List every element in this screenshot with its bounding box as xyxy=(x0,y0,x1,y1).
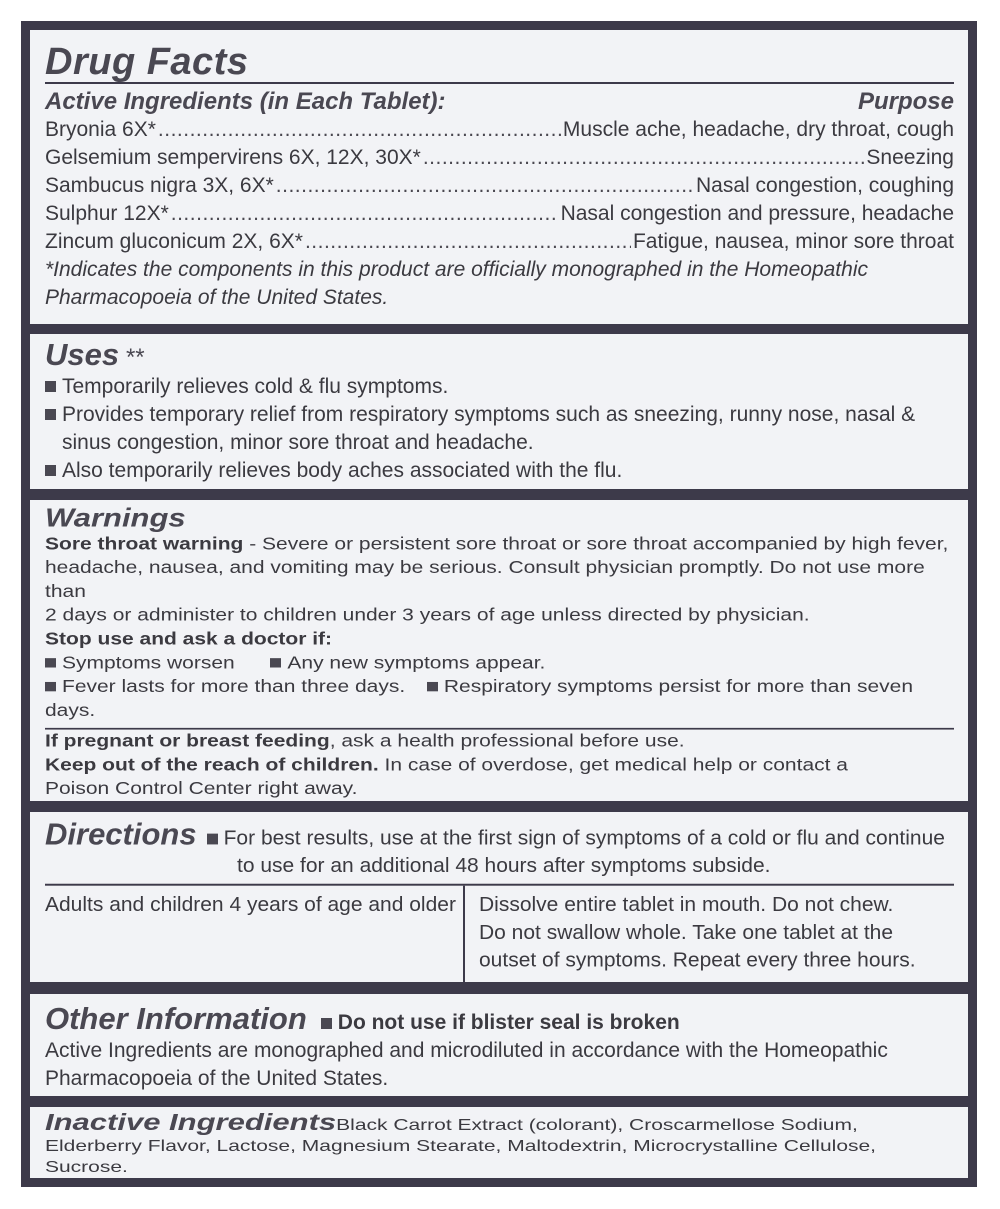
active-ingredients-panel xyxy=(30,30,968,324)
bullet-icon xyxy=(45,465,56,476)
warnings-heading: Warnings xyxy=(45,502,186,533)
directions-table xyxy=(45,884,954,982)
leader-dots xyxy=(305,228,631,256)
stop-use-row: Fever lasts for more than three days. Respiratory symptoms persist for more than seven days. xyxy=(45,676,914,721)
stop-use-row: Symptoms worsen Any new symptoms appear. xyxy=(45,651,954,675)
ingredient-row xyxy=(45,228,954,256)
ingredient-row xyxy=(45,144,954,172)
warnings-panel xyxy=(30,500,968,801)
warning-text: headache, nausea, and vomiting may be serious. Consult physician promptly. Do not use more than xyxy=(45,557,925,602)
list-item-continuation: sinus congestion, minor sore throat and headache. xyxy=(62,431,534,454)
ingredient-name: Sulphur 12X* xyxy=(45,202,169,225)
children-warning: Keep out of the reach of children. In case of overdose, get medical help or contact a xyxy=(45,755,848,775)
seal-note: Do not use if blister seal is broken xyxy=(337,1011,680,1034)
list-item: Provides temporary relief from respiratory symptoms such as sneezing, runny nose, nasal & xyxy=(45,401,954,429)
ingredient-row xyxy=(45,172,954,200)
list-item: Temporarily relieves cold & flu symptoms. xyxy=(45,373,954,401)
bullet-icon xyxy=(45,658,56,667)
ingredient-name: Bryonia 6X* xyxy=(45,118,156,141)
inactive-ingredients-text: Elderberry Flavor, Lactose, Magnesium Stearate, Maltodextrin, Microcrystalline Cellulose, Sucrose. xyxy=(45,1137,877,1176)
leader-dots xyxy=(276,172,694,200)
purpose-heading: Purpose xyxy=(857,88,954,115)
ingredient-row xyxy=(45,200,954,228)
directions-panel xyxy=(30,812,968,982)
uses-heading: Uses xyxy=(45,337,120,372)
ingredient-purpose: Nasal congestion, coughing xyxy=(695,174,954,197)
bullet-icon xyxy=(45,381,56,392)
footnote-line: Pharmacopoeia of the United States. xyxy=(45,286,389,309)
bullet-icon xyxy=(270,658,281,667)
other-information-text: Active Ingredients are monographed and microdiluted in accordance with the Homeopathic xyxy=(45,1039,888,1062)
bullet-icon xyxy=(207,834,218,845)
ingredient-name: Sambucus nigra 3X, 6X* xyxy=(45,174,274,197)
bullet-icon xyxy=(45,409,56,420)
leader-dots xyxy=(158,116,561,144)
active-ingredients-heading: Active Ingredients (in Each Tablet): xyxy=(45,88,446,115)
directions-dosage: Dissolve entire tablet in mouth. Do not chew. Do not swallow whole. Take one tablet at the outset of symptoms. Repeat every three hours. xyxy=(479,893,916,972)
ingredient-row xyxy=(45,116,954,144)
warning-text: 2 days or administer to children under 3 years of age unless directed by physician. xyxy=(45,605,810,625)
bullet-icon xyxy=(427,682,438,691)
other-information-text: Pharmacopoeia of the United States. xyxy=(45,1067,389,1090)
uses-heading-suffix: ** xyxy=(124,344,144,371)
ingredient-purpose: Fatigue, nausea, minor sore throat xyxy=(632,230,954,253)
inactive-ingredients-text: Black Carrot Extract (colorant), Croscarmellose Sodium, xyxy=(336,1116,858,1134)
leader-dots xyxy=(171,200,559,228)
ingredient-name: Zincum gluconicum 2X, 6X* xyxy=(45,230,303,253)
sore-throat-warning: Sore throat warning - Severe or persistent sore throat or sore throat accompanied by high fever, xyxy=(45,534,949,554)
directions-heading: Directions xyxy=(45,816,197,852)
drug-facts-label xyxy=(21,21,977,1187)
inactive-ingredients-heading: Inactive Ingredients xyxy=(45,1109,337,1136)
drug-facts-title: Drug Facts xyxy=(45,42,954,84)
children-warning-cont: Poison Control Center right away. xyxy=(45,778,358,799)
footnote-line: *Indicates the components in this product are officially monographed in the Homeopathic xyxy=(45,258,868,281)
directions-intro: For best results, use at the first sign of symptoms of a cold or flu and continue xyxy=(223,826,945,850)
ingredient-name: Gelsemium sempervirens 6X, 12X, 30X* xyxy=(45,146,421,169)
ingredient-purpose: Nasal congestion and pressure, headache xyxy=(560,202,954,225)
ingredient-purpose: Sneezing xyxy=(866,146,954,169)
ingredient-purpose: Muscle ache, headache, dry throat, cough xyxy=(562,118,954,141)
other-information-panel xyxy=(30,994,968,1096)
bullet-icon xyxy=(45,682,56,691)
list-item: Also temporarily relieves body aches associated with the flu. xyxy=(45,457,954,485)
uses-panel xyxy=(30,334,968,489)
leader-dots xyxy=(423,144,865,172)
directions-audience: Adults and children 4 years of age and older xyxy=(45,886,465,982)
directions-intro-cont: to use for an additional 48 hours after symptoms subside. xyxy=(237,854,771,877)
inactive-ingredients-panel xyxy=(30,1107,968,1178)
bullet-icon xyxy=(321,1018,332,1029)
other-information-heading: Other Information xyxy=(45,1001,307,1036)
stop-use-label: Stop use and ask a doctor if: xyxy=(45,629,333,649)
pregnancy-warning: If pregnant or breast feeding, ask a health professional before use. xyxy=(45,731,685,751)
